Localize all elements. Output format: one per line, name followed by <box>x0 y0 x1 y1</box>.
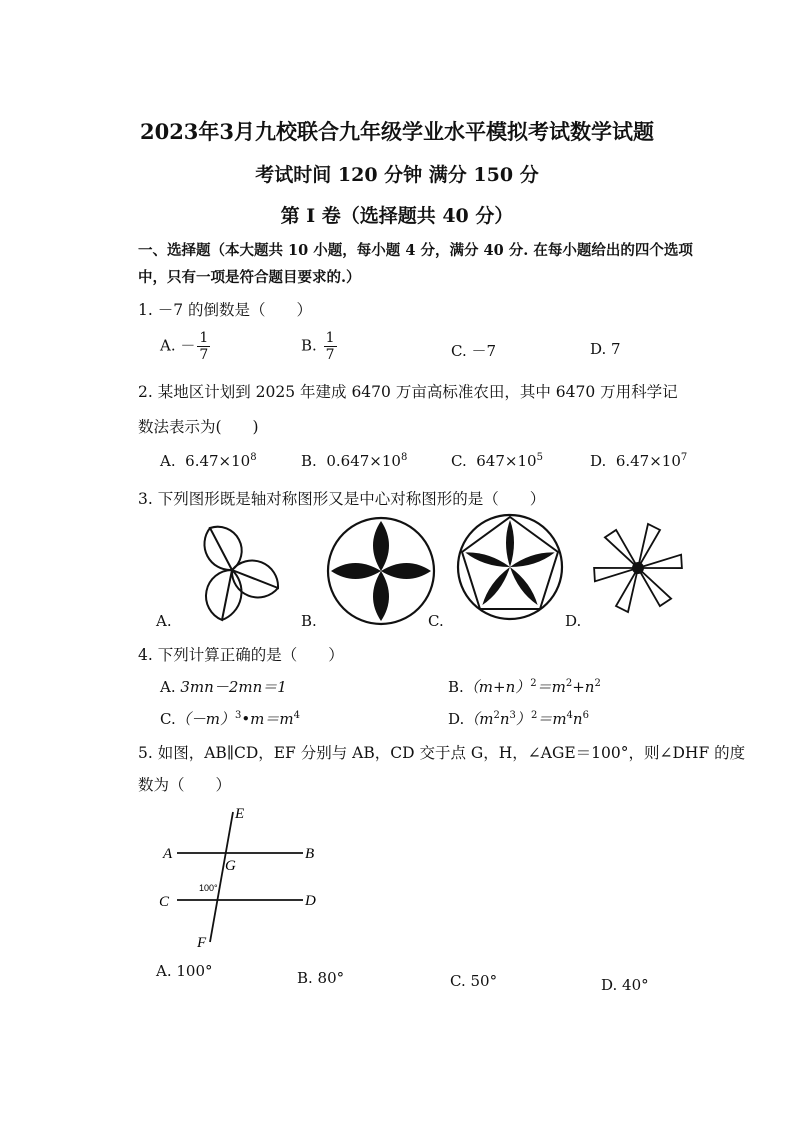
q1-b-numerator: 1 <box>325 330 335 346</box>
q4-a-expr: 3mn－2mn＝1 <box>180 678 287 696</box>
section-instructions-line2: 中，只有一项是符合题目要求的.） <box>138 269 361 286</box>
q4-option-b <box>448 676 601 697</box>
q2-c-label: C. <box>451 452 467 470</box>
q3-label-a: A. <box>156 612 172 630</box>
q3-figure-c <box>455 512 565 622</box>
label-e: E <box>235 806 245 822</box>
q3-label-b: B. <box>301 612 317 630</box>
q2-b-base: 0.647×10 <box>326 452 401 470</box>
label-f: F <box>197 935 207 951</box>
q2-option-b <box>301 452 407 470</box>
q4-d-exp2: 3 <box>509 710 516 721</box>
q1-option-b <box>301 330 337 363</box>
q1-option-c: C. －7 <box>451 342 497 360</box>
q4-stem: 4. 下列计算正确的是（ ） <box>138 646 344 664</box>
q3-figure-d <box>590 520 690 615</box>
label-d: D <box>305 893 316 909</box>
q5-option-a: A. 100° <box>156 962 213 980</box>
q4-d-label: D. <box>448 710 465 728</box>
exam-subtitle: 考试时间 120 分钟 满分 150 分 <box>255 164 539 186</box>
q4-d-expr4: ＝m <box>537 710 567 728</box>
q4-d-exp1: 2 <box>493 710 500 721</box>
q4-a-label: A. <box>160 678 176 696</box>
q5-parallel-lines-figure <box>155 800 335 960</box>
q4-b-exp2: 2 <box>565 678 573 689</box>
q4-option-c <box>160 708 300 729</box>
q4-option-d <box>448 708 589 729</box>
q2-d-exp: 7 <box>680 452 688 463</box>
q1-a-fraction <box>197 330 210 363</box>
q2-option-a <box>160 452 257 470</box>
exam-title: 2023年3月九校联合九年级学业水平模拟考试数学试题 <box>139 119 655 144</box>
q2-d-base: 6.47×10 <box>615 452 681 470</box>
q4-b-expr1: （m+n） <box>463 678 531 696</box>
label-angle: 100° <box>199 883 218 893</box>
q4-b-exp3: 2 <box>594 678 601 689</box>
q2-stem-line1: 2. 某地区计划到 2025 年建成 6470 万亩高标准农田，其中 6470 万用科学记 <box>138 383 678 401</box>
label-a: A <box>163 846 173 862</box>
q1-a-sign: － <box>180 336 196 355</box>
q5-option-c: C. 50° <box>450 972 498 990</box>
q2-stem-line2: 数法表示为( ) <box>138 418 259 436</box>
q4-c-label: C. <box>160 710 176 728</box>
label-c: C <box>159 894 170 910</box>
q5-option-d: D. 40° <box>601 976 649 994</box>
q4-c-exp2: 4 <box>293 710 300 721</box>
q4-c-expr1: （－m） <box>175 710 235 728</box>
q3-label-d: D. <box>565 612 582 630</box>
q1-a-label: A. <box>160 336 176 355</box>
q2-b-exp: 8 <box>400 452 408 463</box>
label-g: G <box>225 858 236 874</box>
q2-a-exp: 8 <box>250 452 257 463</box>
q1-option-d: D. 7 <box>590 340 621 358</box>
q4-b-exp1: 2 <box>530 678 537 689</box>
q4-d-exp4: 4 <box>566 710 573 721</box>
q3-figure-b <box>325 515 437 627</box>
q2-d-label: D. <box>590 452 607 470</box>
q1-a-numerator: 1 <box>199 330 209 346</box>
volume-heading: 第 I 卷（选择题共 40 分） <box>280 205 514 227</box>
q5-stem-line2: 数为（ ） <box>138 776 232 794</box>
q4-d-exp3: 2 <box>530 710 538 721</box>
q4-d-expr2: n <box>499 710 510 728</box>
label-b: B <box>305 846 315 862</box>
q4-b-label: B. <box>448 678 464 696</box>
q4-d-exp5: 6 <box>582 710 589 721</box>
q1-b-label: B. <box>301 336 317 355</box>
q1-b-denominator: 7 <box>325 347 335 363</box>
q2-c-exp: 5 <box>536 452 543 463</box>
q1-stem: 1. －7 的倒数是（ ） <box>138 301 313 319</box>
q4-b-expr3: +n <box>572 678 595 696</box>
q4-d-expr3: ） <box>515 710 531 728</box>
q2-c-base: 647×10 <box>476 452 537 470</box>
q4-d-expr1: （m <box>464 710 494 728</box>
q2-b-label: B. <box>301 452 317 470</box>
q5-option-b: B. 80° <box>297 969 345 987</box>
q3-label-c: C. <box>428 612 444 630</box>
q4-b-expr2: ＝m <box>536 678 566 696</box>
q3-stem: 3. 下列图形既是轴对称图形又是中心对称图形的是（ ） <box>138 490 546 508</box>
q2-option-c <box>451 452 543 470</box>
q4-c-expr2: •m＝m <box>241 710 294 728</box>
q1-option-a <box>160 330 210 363</box>
q1-b-fraction <box>324 330 337 363</box>
q1-a-denominator: 7 <box>199 347 209 363</box>
section-instructions-line1: 一、选择题（本大题共 10 小题，每小题 4 分，满分 40 分. 在每小题给出的四个选项 <box>138 242 693 259</box>
q4-c-exp1: 3 <box>234 710 242 721</box>
q2-a-base: 6.47×10 <box>185 452 251 470</box>
q2-a-label: A. <box>160 452 176 470</box>
q3-figure-a <box>170 520 295 625</box>
q5-stem-line1: 5. 如图，AB∥CD，EF 分别与 AB，CD 交于点 G，H，∠AGE＝100°，则∠DHF 的度 <box>138 744 746 762</box>
q2-option-d <box>590 452 687 470</box>
q4-d-expr5: n <box>572 710 583 728</box>
q4-option-a <box>160 676 287 697</box>
